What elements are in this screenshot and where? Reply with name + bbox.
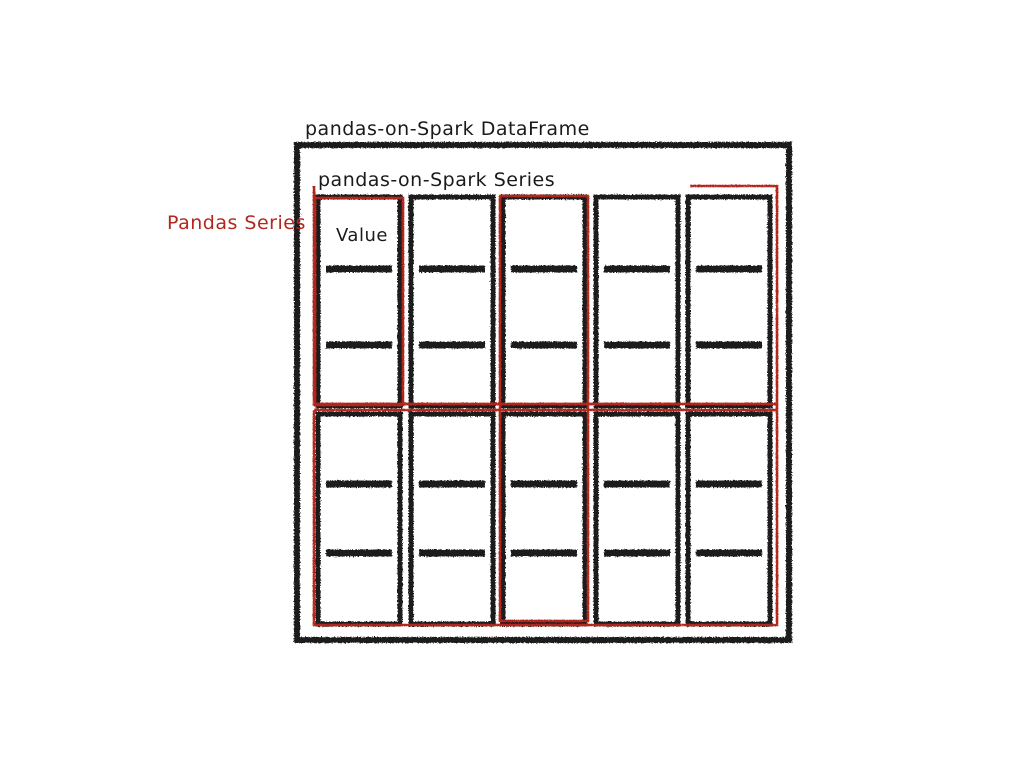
column-cell: [503, 197, 585, 406]
pandas-series-label: Pandas Series: [167, 212, 306, 234]
value-label: Value: [336, 225, 388, 246]
column-cell: [596, 197, 678, 406]
column-cell: [688, 197, 770, 406]
column-cell: [503, 414, 585, 624]
dataframe-outer-box: [297, 145, 789, 640]
dataframe-title-label: pandas-on-Spark DataFrame: [305, 118, 590, 140]
spark-series-label: pandas-on-Spark Series: [318, 169, 556, 191]
column-cell: [318, 414, 400, 624]
column-cell: [688, 414, 770, 624]
column-cell: [411, 414, 493, 624]
column-cell: [596, 414, 678, 624]
column-cell: [411, 197, 493, 406]
